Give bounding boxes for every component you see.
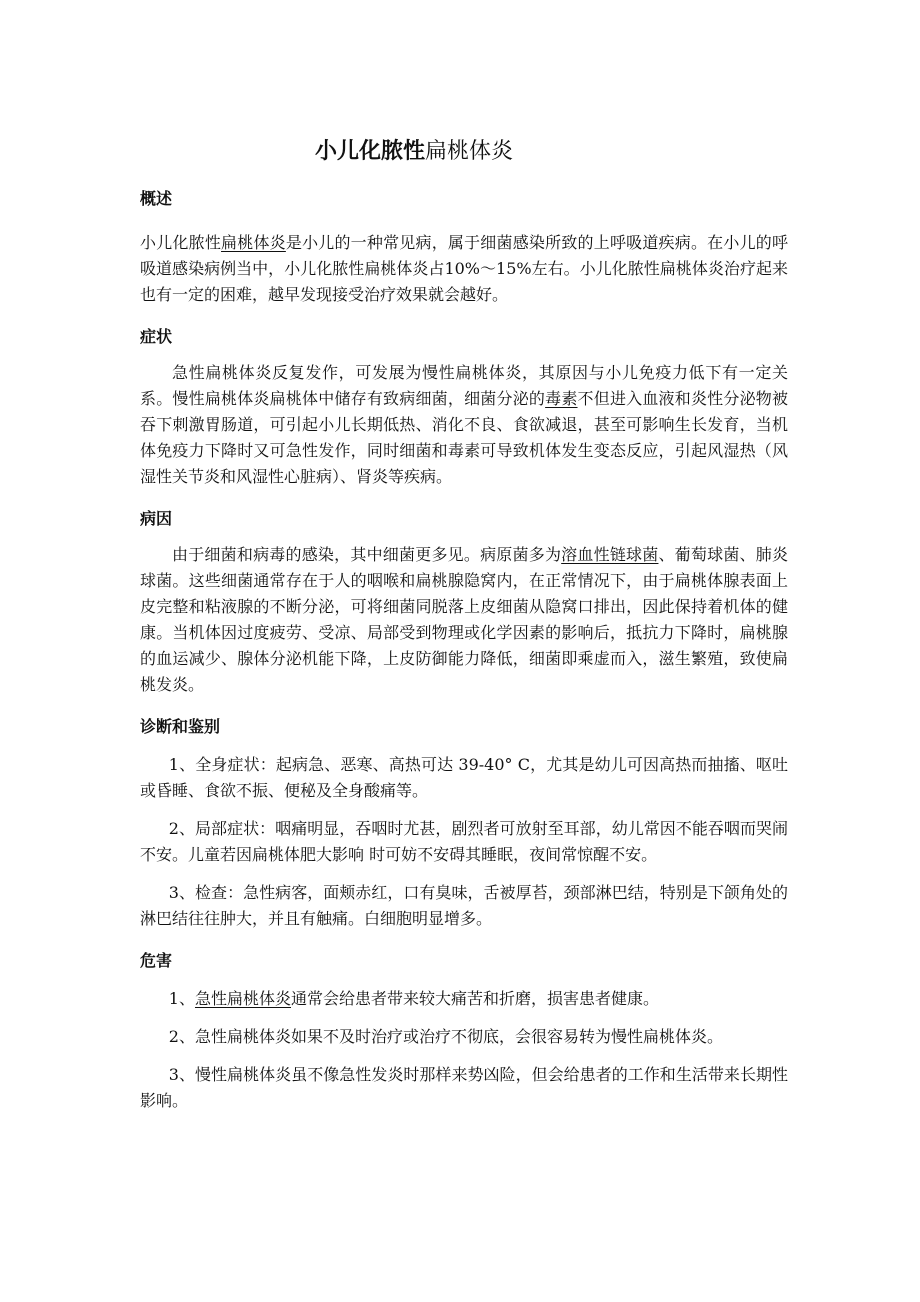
harm-item-2: 2、急性扁桃体炎如果不及时治疗或治疗不彻底，会很容易转为慢性扁桃体炎。 xyxy=(168,1027,723,1046)
text-run: 由于细菌和病毒的感染，其中细菌更多见。病原菌多为 xyxy=(172,545,562,564)
harm-item-1 xyxy=(140,986,788,1012)
title-bold-part: 小儿化脓性 xyxy=(315,139,426,164)
text-run: 通常会给患者带来较大痛苦和折磨，损害患者健康。 xyxy=(291,989,660,1008)
link-toxin[interactable]: 毒素 xyxy=(545,389,578,408)
text-run: 不但进入血液和炎性分泌物被吞下刺激胃肠道，可引起小儿长期低热、消化不良、食欲减退，甚至可影响生长发育，当机体免疫力下降时又可急性发作，同时细菌和毒素可导致机体发生变态反应，引起风湿热（风湿性关节炎和风湿性心脏病）、肾炎等疾病。 xyxy=(140,389,788,486)
symptoms-paragraph xyxy=(140,360,788,490)
text-run: 是小儿的一种常见病，属于细菌感染所致的上呼吸道疾病。在小儿的呼吸道感染病例当中，小儿化脓性扁桃体炎占10%～15%左右。小儿化脓性扁桃体炎治疗起来也有一定的困难，越早发现接受治疗效果就会越好。 xyxy=(140,233,788,304)
diagnosis-item-2: 2、局部症状：咽痛明显，吞咽时尤甚，剧烈者可放射至耳部，幼儿常因不能吞咽而哭闹不安。儿童若因扁桃体肥大影响 时可妨不安碍其睡眠，夜间常惊醒不安。 xyxy=(140,819,788,864)
document-page xyxy=(140,132,788,1114)
diagnosis-item-3: 3、检查：急性病客，面颊赤红，口有臭味，舌被厚苔，颈部淋巴结，特别是下颌角处的淋巴结往往肿大，并且有触痛。白细胞明显增多。 xyxy=(140,883,788,928)
title-normal-part: 扁桃体炎 xyxy=(425,139,514,164)
text-run: 急性扁桃体炎反复发作，可发展为慢性扁桃体炎，其原因与小儿免疫力低下有一定关系。慢性扁桃体炎扁桃体中储存有致病细菌，细菌分泌的 xyxy=(140,363,788,408)
link-acute-tonsillitis[interactable]: 急性扁桃体炎 xyxy=(194,989,291,1008)
diagnosis-item-1: 1、全身症状：起病急、恶寒、高热可达 39-40° C，尤其是幼儿可因高热而抽搐、呕吐或昏睡、食欲不振、便秘及全身酸痛等。 xyxy=(140,755,788,800)
text-run: 、葡萄球菌、肺炎球菌。这些细菌通常存在于人的咽喉和扁桃腺隐窝内，在正常情况下，由于扁桃体腺表面上皮完整和粘液腺的不断分泌，可将细菌同脱落上皮细菌从隐窝口排出，因此保持着机体的健康。当机体因过度疲劳、受凉、局部受到物理或化学因素的影响后，抵抗力下降时，扁桃腺的血运减少、腺体分泌机能下降，上皮防御能力降低，细菌即乘虚而入，滋生繁殖，致使扁桃发炎。 xyxy=(140,545,788,694)
heading-overview: 概述 xyxy=(140,189,173,208)
heading-symptoms: 症状 xyxy=(140,327,173,346)
heading-diagnosis: 诊断和鉴别 xyxy=(140,717,221,736)
link-streptococcus[interactable]: 溶血性链球菌 xyxy=(561,545,659,564)
causes-paragraph xyxy=(140,542,788,698)
harm-item-3: 3、慢性扁桃体炎虽不像急性发炎时那样来势凶险，但会给患者的工作和生活带来长期性影响。 xyxy=(140,1065,788,1110)
document-title xyxy=(315,132,788,172)
link-tonsillitis[interactable]: 扁桃体炎 xyxy=(221,233,286,252)
overview-paragraph xyxy=(140,230,788,308)
text-run: 小儿化脓性 xyxy=(140,233,222,252)
heading-harm: 危害 xyxy=(140,951,173,970)
text-run: 1、 xyxy=(168,989,195,1008)
heading-causes: 病因 xyxy=(140,509,173,528)
